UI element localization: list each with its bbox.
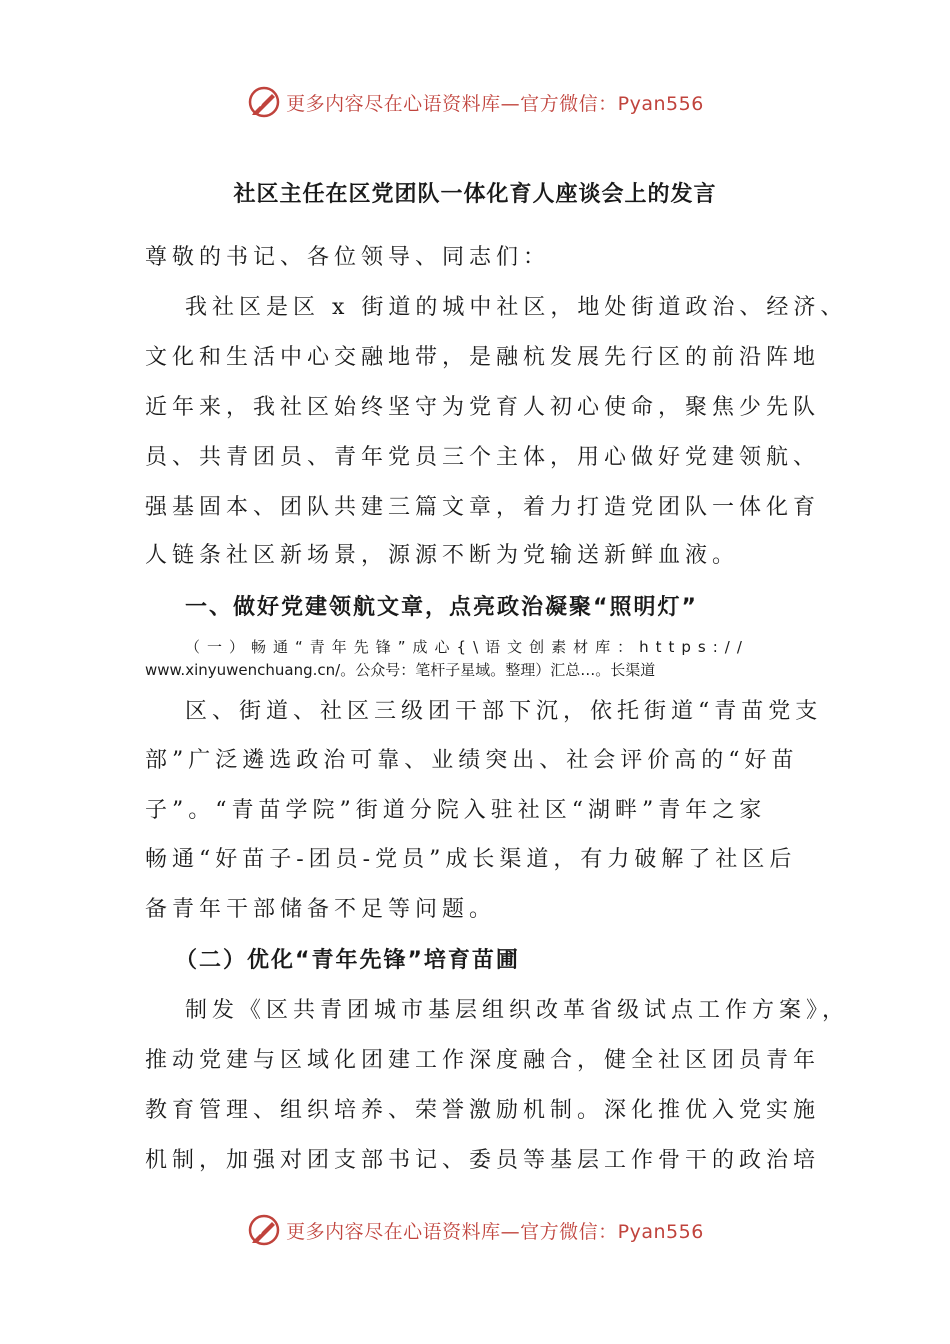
- paragraph-line: 教育管理、组织培养、荣誉激励机制。深化推优入党实施: [145, 1098, 821, 1123]
- watermark-banner-top: [0, 82, 950, 122]
- paragraph-line: 区、街道、社区三级团干部下沉，依托街道“青苗党支: [185, 699, 823, 724]
- subsection-line: www.xinyuwenchuang.cn/。公众号：笔杆子星域。整理）汇总…。长渠道: [145, 661, 656, 679]
- paragraph-line: 员、共青团员、青年党员三个主体，用心做好党建领航、: [145, 445, 821, 470]
- paragraph-line: 子”。“青苗学院”街道分院入驻社区“湖畔”青年之家: [145, 798, 767, 823]
- section-heading-1: 一、做好党建领航文章，点亮政治凝聚“照明灯”: [185, 595, 698, 620]
- watermark-text: 更多内容尽在心语资料库—官方微信：Pyan556: [286, 92, 704, 115]
- paragraph-line: 人链条社区新场景，源源不断为党输送新鲜血液。: [145, 543, 740, 568]
- paragraph-line: 制发《区共青团城市基层组织改革省级试点工作方案》，: [185, 998, 850, 1023]
- pen-logo-icon: [246, 1212, 282, 1248]
- paragraph-line: 强基固本、团队共建三篇文章，着力打造党团队一体化育: [145, 495, 821, 520]
- paragraph-line: 备青年干部储备不足等问题。: [145, 897, 497, 922]
- paragraph-line: 部”广泛遴选政治可靠、业绩突出、社会评价高的“好苗: [145, 748, 799, 773]
- document-title: 社区主任在区党团队一体化育人座谈会上的发言: [233, 182, 717, 207]
- watermark-text: 更多内容尽在心语资料库—官方微信：Pyan556: [286, 1220, 704, 1243]
- paragraph-line: 推动党建与区域化团建工作深度融合，健全社区团员青年: [145, 1048, 821, 1073]
- paragraph-line: 我社区是区 x 街道的城中社区，地处街道政治、经济、: [185, 295, 848, 320]
- paragraph-line: 文化和生活中心交融地带，是融杭发展先行区的前沿阵地: [145, 345, 821, 370]
- subsection-line: （一）畅通“青年先锋”成心{\语文创素材库：https://: [185, 638, 749, 656]
- paragraph-line: 畅通“好苗子-团员-党员”成长渠道，有力破解了社区后: [145, 847, 797, 872]
- paragraph-line: 机制，加强对团支部书记、委员等基层工作骨干的政治培: [145, 1148, 821, 1173]
- pen-logo-icon: [246, 84, 282, 120]
- salutation: 尊敬的书记、各位领导、同志们：: [145, 245, 551, 270]
- paragraph-line: 近年来，我社区始终坚守为党育人初心使命，聚焦少先队: [145, 395, 821, 420]
- watermark-banner-bottom: [0, 1210, 950, 1250]
- subsection-heading-2: （二）优化“青年先锋”培育苗圃: [175, 948, 520, 973]
